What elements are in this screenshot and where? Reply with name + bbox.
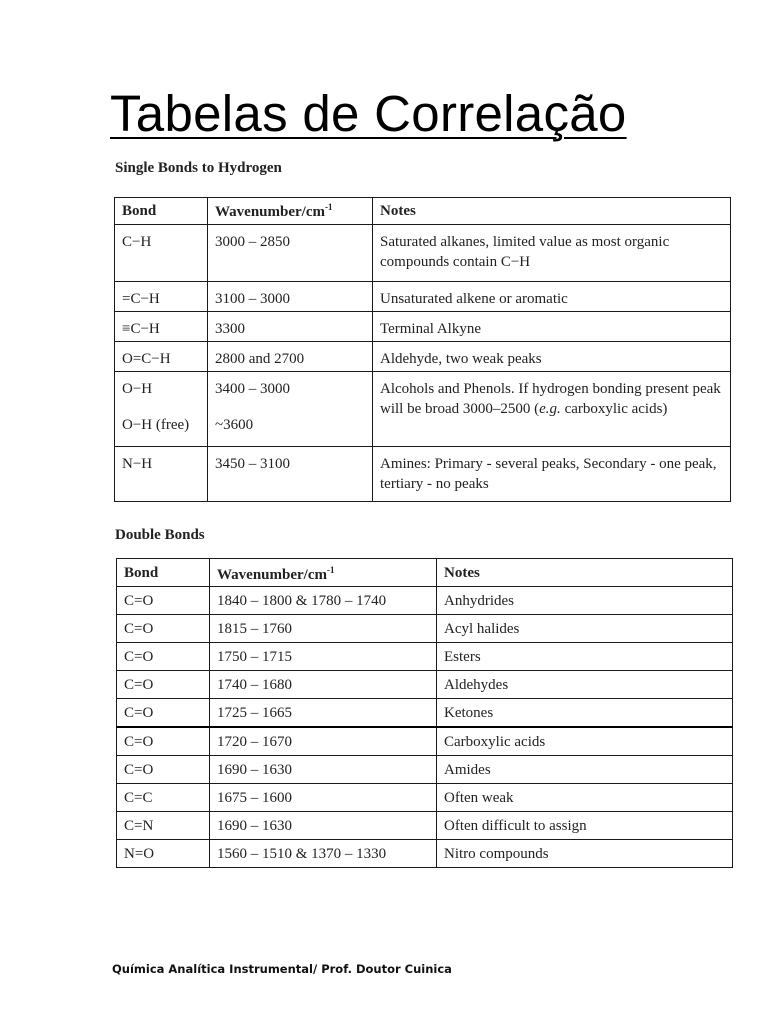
bond-cell: C=O [117, 587, 210, 615]
table-header-row [115, 198, 731, 225]
bond-cell: C=O [117, 756, 210, 784]
notes-cell: Amines: Primary - several peaks, Secondary - one peak, tertiary - no peaks [373, 447, 731, 502]
bond-cell: C=C [117, 784, 210, 812]
notes-cell: Terminal Alkyne [373, 312, 731, 342]
wavenumber-cell: 1675 – 1600 [210, 784, 437, 812]
page-title: Tabelas de Correlação [110, 85, 627, 142]
table-row [115, 372, 731, 447]
bond-value-free: O−H (free) [122, 417, 190, 433]
footer: Química Analítica Instrumental/ Prof. Doutor Cuinica [112, 962, 452, 976]
notes-cell: Saturated alkanes, limited value as most organic compounds contain C−H [373, 225, 731, 282]
notes-cell: Anhydrides [437, 587, 733, 615]
bond-cell: O=C−H [115, 342, 208, 372]
wavenumber-cell: 1740 – 1680 [210, 671, 437, 699]
notes-cell: Aldehyde, two weak peaks [373, 342, 731, 372]
header-wavenumber: Wavenumber/$cm^{-1}$ [208, 198, 373, 225]
wavenumber-cell: 1840 – 1800 & 1780 – 1740 [210, 587, 437, 615]
table-row [117, 671, 733, 699]
notes-cell: Esters [437, 643, 733, 671]
table-row [117, 727, 733, 756]
bond-cell: =C−H [115, 282, 208, 312]
header-bond: Bond [117, 559, 210, 587]
bond-cell: C−H [115, 225, 208, 282]
wavenumber-cell: 1725 – 1665 [210, 699, 437, 728]
wavenumber-cell: 3000 – 2850 [208, 225, 373, 282]
notes-cell: Carboxylic acids [437, 727, 733, 756]
bond-value: O−H [122, 381, 153, 397]
notes-cell: Nitro compounds [437, 840, 733, 868]
notes-cell: Alcohols and Phenols. If hydrogen bonding present peak will be broad 3000–2500 (e.g. carboxylic acids) [373, 372, 731, 447]
header-bond: Bond [115, 198, 208, 225]
wavenumber-cell: 2800 and 2700 [208, 342, 373, 372]
table-row [115, 447, 731, 502]
notes-cell: Aldehydes [437, 671, 733, 699]
notes-cell: Amides [437, 756, 733, 784]
table-row [117, 699, 733, 728]
wavenumber-value-free: ~3600 [215, 417, 254, 433]
wavenumber-cell: 1690 – 1630 [210, 756, 437, 784]
table-row [115, 312, 731, 342]
wavenumber-cell: 3100 – 3000 [208, 282, 373, 312]
bond-cell: C=N [117, 812, 210, 840]
wavenumber-cell: 3450 – 3100 [208, 447, 373, 502]
bond-cell: C=O [117, 643, 210, 671]
bond-cell: ≡C−H [115, 312, 208, 342]
wavenumber-cell: 3300 [208, 312, 373, 342]
bond-cell: C=O [117, 671, 210, 699]
notes-cell: Ketones [437, 699, 733, 728]
header-wavenumber: Wavenumber/$cm^{-1}$ [210, 559, 437, 587]
wavenumber-cell: 1560 – 1510 & 1370 – 1330 [210, 840, 437, 868]
header-notes: Notes [437, 559, 733, 587]
table-row [117, 643, 733, 671]
double-bonds-heading: Double Bonds [115, 527, 205, 543]
wavenumber-cell: 1690 – 1630 [210, 812, 437, 840]
double-bonds-table [116, 558, 733, 868]
bond-cell: N−H [115, 447, 208, 502]
notes-cell: Unsaturated alkene or aromatic [373, 282, 731, 312]
single-bonds-table [114, 197, 731, 502]
bond-cell: C=O [117, 615, 210, 643]
bond-cell: C=O [117, 699, 210, 728]
wavenumber-cell: 1720 – 1670 [210, 727, 437, 756]
notes-cell: Often difficult to assign [437, 812, 733, 840]
wavenumber-value: 3400 – 3000 [215, 381, 290, 397]
table-row [117, 812, 733, 840]
table-row [117, 587, 733, 615]
table-row [117, 615, 733, 643]
bond-cell: C=O [117, 727, 210, 756]
wavenumber-cell: 1750 – 1715 [210, 643, 437, 671]
notes-cell: Acyl halides [437, 615, 733, 643]
table-header-row [117, 559, 733, 587]
table-row [115, 342, 731, 372]
table-row [117, 840, 733, 868]
table-row [115, 225, 731, 282]
bond-cell: N=O [117, 840, 210, 868]
table-row [117, 784, 733, 812]
header-notes: Notes [373, 198, 731, 225]
table-row [117, 756, 733, 784]
single-bonds-heading: Single Bonds to Hydrogen [115, 160, 282, 176]
wavenumber-cell: 1815 – 1760 [210, 615, 437, 643]
table-row [115, 282, 731, 312]
notes-cell: Often weak [437, 784, 733, 812]
bond-cell [115, 372, 208, 447]
wavenumber-cell [208, 372, 373, 447]
